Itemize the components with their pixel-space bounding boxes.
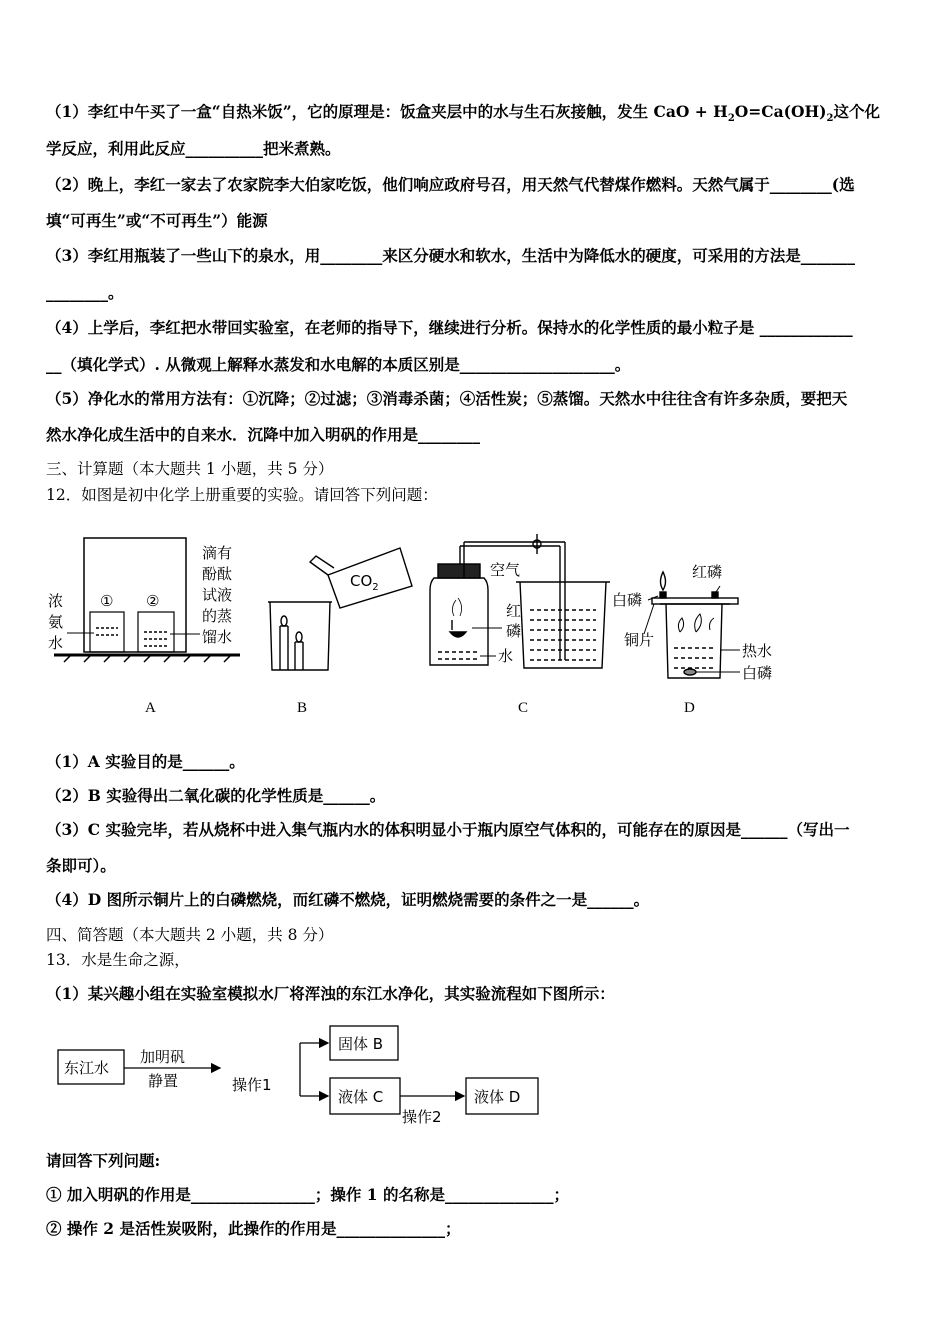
figure-d [644, 572, 740, 678]
fig-d-redp-label: 红磷 [692, 563, 723, 581]
q12-answer-1: （1）A 实验目的是______。 [46, 752, 245, 771]
flow-solid-label: 固体 B [338, 1035, 384, 1053]
section-3-heading: 三、计算题（本大题共 1 小题，共 5 分） [46, 460, 334, 478]
fig-a-right-label-3: 试液 [202, 586, 233, 604]
fig-c-redp-label-1: 红 [506, 602, 522, 620]
figure-c [430, 534, 610, 668]
q11-part5-line2: 然水净化成生活中的自来水．沉降中加入明矾的作用是________ [46, 425, 481, 444]
fig-c-water-label: 水 [498, 647, 514, 665]
q11-part3-line2: ________。 [46, 283, 124, 302]
flow-liquid-d-label: 液体 D [474, 1088, 521, 1106]
figure-b [268, 548, 412, 670]
q11-part4-line2: __（填化学式）. 从微观上解释水蒸发和水电解的本质区别是____________________。 [46, 355, 631, 374]
fig-a-right-label-5: 馏水 [202, 628, 233, 646]
q11-part1-line1: （1）李红中午买了一盒“自热米饭”，它的原理是：饭盒夹层中的水与生石灰接触，发生 CaO + $H_2O=Ca(OH)_2$这个化 [46, 102, 880, 125]
caption-c: C [518, 700, 529, 716]
caption-d: D [684, 700, 695, 716]
q12-stem: 12．如图是初中化学上册重要的实验。请回答下列问题： [46, 486, 438, 504]
q12-answer-2: （2）B 实验得出二氧化碳的化学性质是______。 [46, 786, 386, 805]
q13-stem: 13．水是生命之源， [46, 951, 190, 969]
flow-liquid-c-label: 液体 C [338, 1088, 384, 1106]
q11-part3-line1: （3）李红用瓶装了一些山下的泉水，用________来区分硬水和软水，生活中为降低水的硬度，可采用的方法是_______ [46, 246, 856, 265]
q12-experiment-figures [40, 520, 800, 690]
fig-a-beaker-2-mark: ② [146, 592, 160, 610]
q13-question-1: ① 加入明矾的作用是________________；操作 1 的名称是______________； [46, 1185, 569, 1204]
q11-part4-line1: （4）上学后，李红把水带回实验室，在老师的指导下，继续进行分析。保持水的化学性质的最小粒子是 ____________ [46, 318, 853, 337]
fig-a-left-label-1: 浓 [48, 592, 64, 610]
flow-op1-label: 操作1 [232, 1076, 272, 1094]
section-4-heading: 四、简答题（本大题共 2 小题，共 8 分） [46, 926, 334, 944]
fig-a-left-label-2: 氨 [48, 613, 64, 631]
q11-part2-line1: （2）晚上，李红一家去了农家院李大伯家吃饭，他们响应政府号召，用天然气代替煤作燃料。天然气属于________(选 [46, 175, 855, 194]
caption-b: B [297, 700, 308, 716]
fig-d-whitep-bottom-label: 白磷 [742, 664, 773, 682]
q13-question-2: ② 操作 2 是活性炭吸附，此操作的作用是______________； [46, 1219, 461, 1238]
q11-part1-line2: 学反应，利用此反应__________把米煮熟。 [46, 139, 341, 158]
fig-d-hotwater-label: 热水 [742, 642, 773, 660]
q13-ask: 请回答下列问题: [46, 1151, 161, 1170]
q13-part1: （1）某兴趣小组在实验室模拟水厂将浑浊的东江水净化，其实验流程如下图所示： [46, 984, 615, 1003]
q11-part2-line2: 填“可再生”或“不可再生”）能源 [46, 211, 268, 230]
fig-d-whitep-top-label: 白磷 [612, 591, 643, 609]
fig-a-right-label-1: 滴有 [202, 544, 233, 562]
flow-step1-label-a: 加明矾 [140, 1048, 186, 1066]
fig-d-copper-label: 铜片 [624, 631, 655, 649]
fig-b-co2-label: $CO_2$ [350, 572, 379, 593]
fig-a-right-label-2: 酚酞 [202, 565, 233, 583]
fig-c-air-label: 空气 [490, 561, 521, 579]
fig-c-redp-label-2: 磷 [506, 622, 522, 640]
fig-a-beaker-1-mark: ① [100, 592, 114, 610]
q13-flow-diagram [50, 1018, 570, 1130]
flow-op2-label: 操作2 [402, 1108, 442, 1126]
q12-answer-3-line1: （3）C 实验完毕，若从烧杯中进入集气瓶内水的体积明显小于瓶内原空气体积的，可能存在的原因是______（写出一 [46, 820, 850, 839]
fig-a-right-label-4: 的蒸 [202, 607, 233, 625]
flow-step1-label-b: 静置 [148, 1072, 179, 1090]
q12-answer-3-line2: 条即可）。 [46, 856, 116, 875]
caption-a: A [145, 700, 156, 716]
q12-answer-4: （4）D 图所示铜片上的白磷燃烧，而红磷不燃烧，证明燃烧需要的条件之一是______。 [46, 890, 650, 909]
flow-source-label: 东江水 [64, 1059, 110, 1077]
q11-part5-line1: （5）净化水的常用方法有：①沉降；②过滤；③消毒杀菌；④活性炭；⑤蒸馏。天然水中往往含有许多杂质，要把天 [46, 389, 848, 408]
fig-a-left-label-3: 水 [48, 634, 64, 652]
